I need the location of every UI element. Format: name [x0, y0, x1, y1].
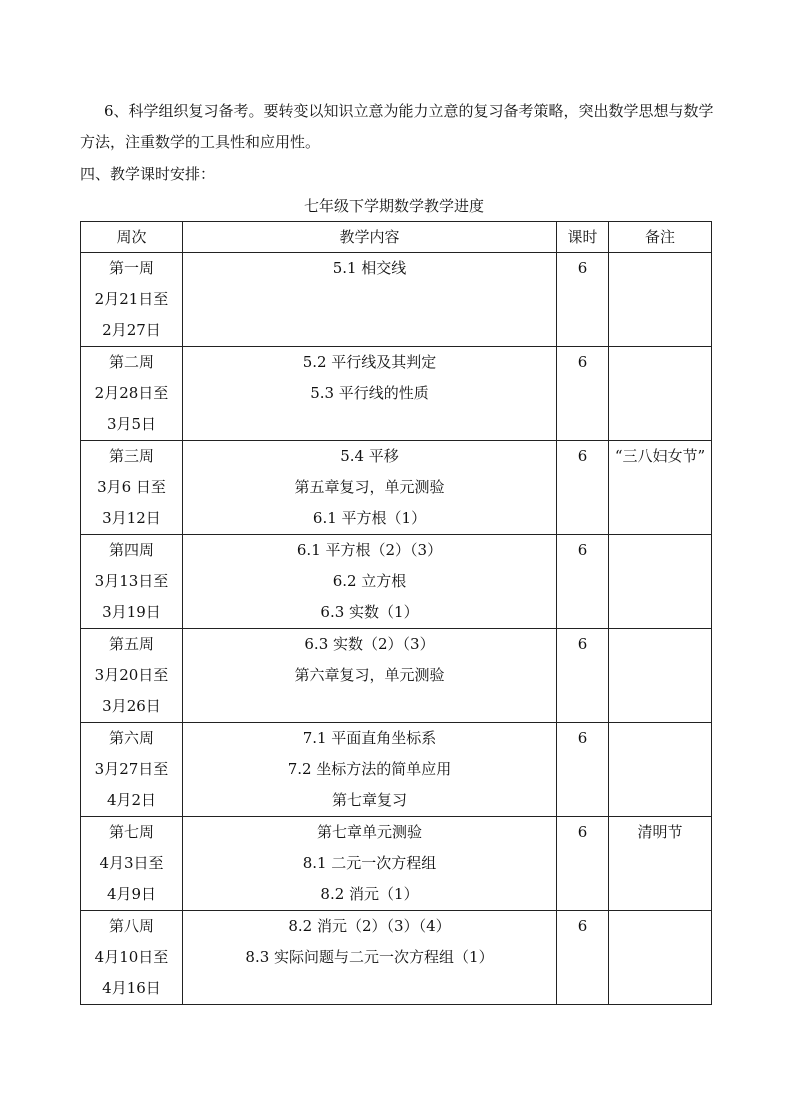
week-start-date: 3月6 日至	[97, 478, 166, 496]
content-line: 8.2 消元（2）（3）（4）	[288, 917, 451, 935]
notes-cell	[609, 629, 712, 723]
content-cell	[183, 347, 557, 441]
week-start-date: 3月13日至	[94, 572, 169, 590]
hours-value: 6	[577, 917, 588, 935]
week-label: 第六周	[108, 729, 154, 747]
content-line: 5.4 平移	[340, 447, 399, 465]
week-label: 第七周	[108, 823, 154, 841]
hours-value: 6	[577, 259, 588, 277]
hours-cell	[557, 253, 609, 347]
content-cell	[183, 723, 557, 817]
week-start-date: 3月20日至	[94, 666, 169, 684]
week-cell	[81, 347, 183, 441]
table-row	[81, 441, 712, 535]
content-cell	[183, 911, 557, 1005]
week-label: 第八周	[108, 917, 154, 935]
content-line: 5.1 相交线	[332, 259, 407, 277]
content-line: 6.3 实数（2）（3）	[304, 635, 435, 653]
week-cell	[81, 253, 183, 347]
table-row	[81, 347, 712, 441]
hours-value: 6	[577, 447, 588, 465]
content-line: 6.1 平方根（2）（3）	[296, 541, 443, 559]
hours-cell	[557, 629, 609, 723]
week-cell	[81, 723, 183, 817]
hours-value: 6	[577, 541, 588, 559]
week-end-date: 4月9日	[106, 885, 157, 903]
table-row	[81, 817, 712, 911]
content-line: 7.2 坐标方法的简单应用	[287, 760, 452, 778]
hours-value: 6	[577, 729, 588, 747]
header-content: 教学内容	[183, 222, 557, 253]
notes-cell	[609, 723, 712, 817]
week-end-date: 4月2日	[106, 791, 157, 809]
week-end-date: 3月12日	[102, 509, 161, 527]
table-row	[81, 535, 712, 629]
hours-value: 6	[577, 635, 588, 653]
content-cell	[183, 817, 557, 911]
week-end-date: 3月19日	[102, 603, 161, 621]
header-week: 周次	[81, 222, 183, 253]
content-cell	[183, 441, 557, 535]
week-start-date: 2月28日至	[94, 384, 169, 402]
notes-cell	[609, 253, 712, 347]
content-line: 8.3 实际问题与二元一次方程组（1）	[245, 948, 494, 966]
week-cell	[81, 817, 183, 911]
week-end-date: 3月5日	[106, 415, 157, 433]
hours-cell	[557, 441, 609, 535]
notes-cell	[609, 441, 712, 535]
week-end-date: 2月27日	[102, 321, 161, 339]
notes-cell	[609, 347, 712, 441]
week-label: 第四周	[108, 541, 154, 559]
week-end-date: 3月26日	[102, 697, 161, 715]
content-line: 8.2 消元（1）	[320, 885, 419, 903]
section-heading-4: 四、教学课时安排：	[80, 165, 216, 183]
content-cell	[183, 629, 557, 723]
content-line: 第七章单元测验	[316, 823, 422, 841]
content-cell	[183, 535, 557, 629]
notes-cell	[609, 817, 712, 911]
hours-cell	[557, 347, 609, 441]
week-start-date: 3月27日至	[94, 760, 169, 778]
header-hours: 课时	[557, 222, 609, 253]
schedule-table	[80, 221, 712, 1005]
hours-cell	[557, 535, 609, 629]
note-text: “三八妇女节”	[614, 447, 706, 465]
hours-value: 6	[577, 823, 588, 841]
week-cell	[81, 441, 183, 535]
hours-cell	[557, 817, 609, 911]
schedule-body	[81, 253, 712, 1005]
header-notes: 备注	[609, 222, 712, 253]
content-line: 6.2 立方根	[332, 572, 407, 590]
table-row	[81, 253, 712, 347]
content-cell	[183, 253, 557, 347]
notes-cell	[609, 911, 712, 1005]
paragraph-item-6: 6、科学组织复习备考。要转变以知识立意为能力立意的复习备考策略，突出数学思想与数学方法，注重数学的工具性和应用性。	[80, 102, 714, 151]
content-line: 6.3 实数（1）	[320, 603, 419, 621]
week-start-date: 4月3日至	[99, 854, 164, 872]
table-title: 七年级下学期数学教学进度	[303, 197, 484, 215]
content-line: 第六章复习，单元测验	[294, 666, 445, 684]
week-label: 第一周	[108, 259, 154, 277]
hours-cell	[557, 911, 609, 1005]
notes-cell	[609, 535, 712, 629]
note-text: 清明节	[637, 823, 683, 841]
content-line: 6.1 平方根（1）	[312, 509, 427, 527]
week-cell	[81, 911, 183, 1005]
table-header-row	[81, 222, 712, 253]
content-line: 8.1 二元一次方程组	[302, 854, 437, 872]
content-line: 5.2 平行线及其判定	[302, 353, 437, 371]
table-row	[81, 911, 712, 1005]
table-row	[81, 723, 712, 817]
week-label: 第二周	[108, 353, 154, 371]
week-start-date: 4月10日至	[94, 948, 169, 966]
content-line: 5.3 平行线的性质	[310, 384, 429, 402]
week-end-date: 4月16日	[102, 979, 161, 997]
content-line: 第七章复习	[331, 791, 407, 809]
week-label: 第五周	[108, 635, 154, 653]
week-cell	[81, 629, 183, 723]
content-line: 第五章复习，单元测验	[294, 478, 445, 496]
week-start-date: 2月21日至	[94, 290, 169, 308]
week-cell	[81, 535, 183, 629]
hours-value: 6	[577, 353, 588, 371]
table-row	[81, 629, 712, 723]
week-label: 第三周	[108, 447, 154, 465]
hours-cell	[557, 723, 609, 817]
content-line: 7.1 平面直角坐标系	[302, 729, 437, 747]
